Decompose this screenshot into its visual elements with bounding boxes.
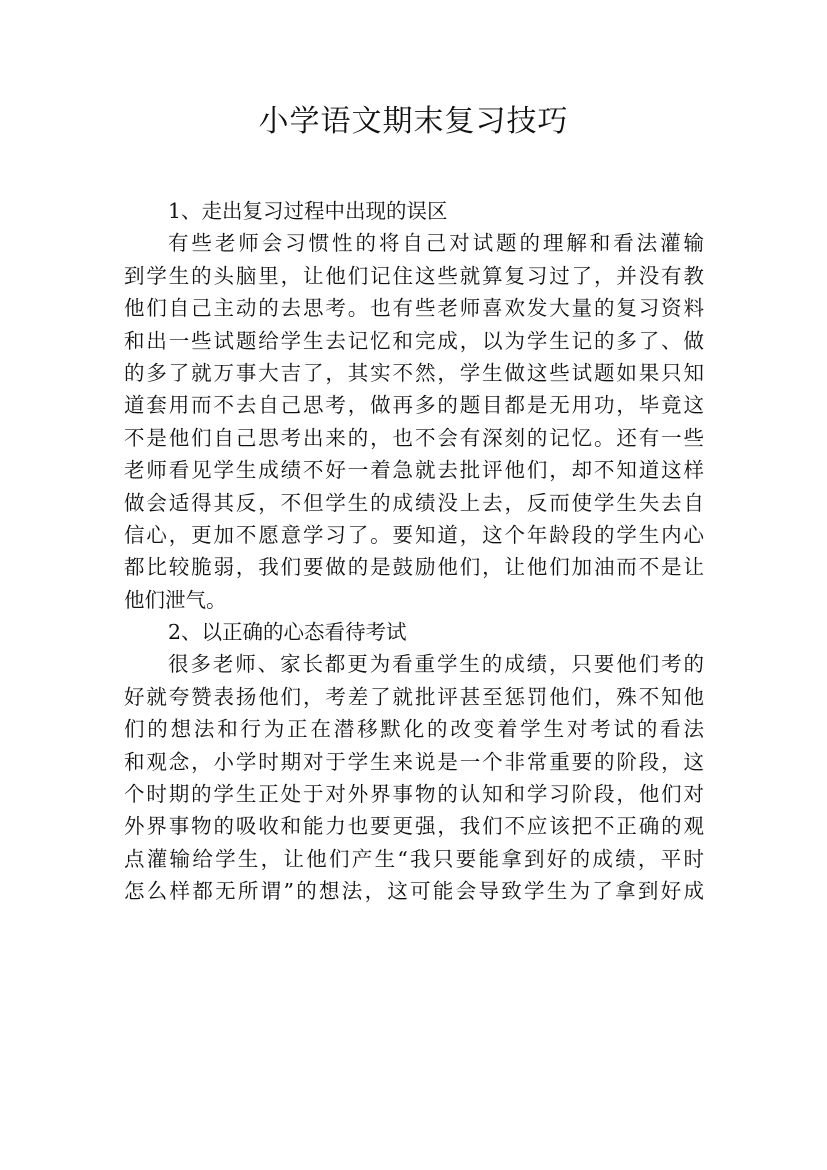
- paragraph-line: 做会适得其反，不但学生的成绩没上去，反而使学生失去自: [124, 490, 704, 515]
- document-body: [124, 195, 704, 908]
- paragraph-line: 道套用而不去自己思考，做再多的题目都是无用功，毕竟这: [124, 393, 704, 418]
- paragraph-line: 很多老师、家长都更为看重学生的成绩，只要他们考的: [168, 652, 704, 677]
- paragraph-line: 他们泄气。: [124, 587, 227, 612]
- paragraph-line: 他们自己主动的去思考。也有些老师喜欢发大量的复习资料: [124, 296, 704, 321]
- section-heading: 2、以正确的心态看待考试: [168, 620, 407, 645]
- paragraph-line: 的多了就万事大吉了，其实不然，学生做这些试题如果只知: [124, 360, 704, 385]
- paragraph-line: 到学生的头脑里，让他们记住这些就算复习过了，并没有教: [124, 263, 704, 288]
- paragraph-line: 点灌输给学生，让他们产生“我只要能拿到好的成绩，平时: [124, 846, 704, 871]
- section-heading: 1、走出复习过程中出现的误区: [168, 199, 448, 223]
- paragraph-line: 信心，更加不愿意学习了。要知道，这个年龄段的学生内心: [124, 522, 704, 547]
- paragraph-line: 和出一些试题给学生去记忆和完成，以为学生记的多了、做: [124, 328, 704, 353]
- paragraph-line: 不是他们自己思考出来的，也不会有深刻的记忆。还有一些: [124, 425, 704, 450]
- paragraph-line: 个时期的学生正处于对外界事物的认知和学习阶段，他们对: [124, 782, 704, 807]
- paragraph-line: 和观念，小学时期对于学生来说是一个非常重要的阶段，这: [124, 749, 704, 774]
- paragraph-line: 好就夸赞表扬他们，考差了就批评甚至惩罚他们，殊不知他: [124, 684, 704, 709]
- paragraph-line: 们的想法和行为正在潜移默化的改变着学生对考试的看法: [124, 717, 704, 742]
- document-title: 小学语文期末复习技巧: [258, 104, 569, 139]
- paragraph-line: 有些老师会习惯性的将自己对试题的理解和看法灌输: [168, 231, 704, 256]
- paragraph-line: 外界事物的吸收和能力也要更强，我们不应该把不正确的观: [124, 814, 704, 839]
- paragraph-line: 老师看见学生成绩不好一着急就去批评他们，却不知道这样: [124, 458, 704, 483]
- paragraph-line: 都比较脆弱，我们要做的是鼓励他们，让他们加油而不是让: [124, 555, 704, 580]
- paragraph-line: 怎么样都无所谓”的想法，这可能会导致学生为了拿到好成: [124, 879, 704, 904]
